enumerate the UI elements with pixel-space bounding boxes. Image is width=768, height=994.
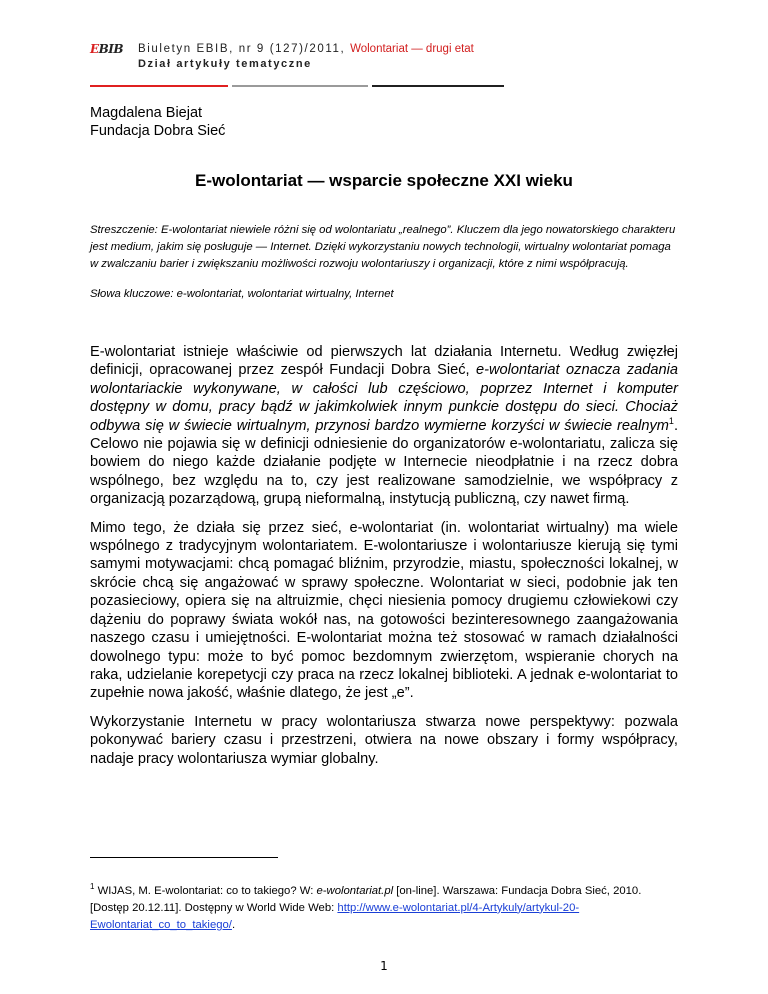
page-number: 1	[380, 959, 388, 973]
footnote-site: e-wolontariat.pl	[316, 884, 394, 897]
footnote: $^1$ WIJAS, M. E-wolontariat: co to takiego? W: e-wolontariat.pl [on-line]. Warszawa: Fundacja Dobra Sieć, 2010. [Dostęp 20.12.11]. Dostępny w World Wide Web: http://www.e-wolontariat.pl/4-Artykuly/artykul-20-Ewolontariat_co_to_takiego/.	[90, 882, 642, 931]
paragraph-3: Wykorzystanie Internetu w pracy wolontariusza stwarza nowe perspektywy: pozwala pokonywać bariery czasu i przestrzeni, otwiera na nowe obszary i formy współpracy, nadaje pracy wolontariusza wymiar globalny.	[90, 713, 678, 767]
header-issue: Biuletyn EBIB, nr 9 (127)/2011,	[138, 43, 346, 55]
paragraph-2: Mimo tego, że działa się przez sieć, e-wolontariat (in. wolontariat wirtualny) ma wiele wspólnego z tradycyjnym wolontariatem. E-wolontariusze i wolontariusze kierują się tymi samymi motywacjami: chcą pomagać bliźnim, przyrodzie, miastu, społeczności lokalnej, w skrócie chcą się angażować w sprawy społeczne. Wolontariat w sieci, podobnie jak ten pozasieciowy, opiera się na altruizmie, chęci niesienia pomocy drugiemu człowiekowi czy dążeniu do poprawy świata wokół nas, na gotowości bezinteresownego zaangażowania naszego czasu i umiejętności. E-wolontariat można też stosować w ramach działalności dowolnego typu: może to być pomoc bezdomnym zwierzętom, wspieranie chorych na raka, udzielanie korepetycji czy praca na rzecz lokalnej biblioteki. A jednak e-wolontariat to zupełnie nowa jakość, właśnie dlatego, że jest „e”.	[90, 519, 678, 702]
header-theme: Wolontariat — drugi etat	[350, 43, 474, 55]
definition-quote: e-wolontariat oznacza zadania wolontariackie wykonywane, w całości lub częściowo, poprzez Internet i komputer dostępny w domu, pracy bądź w jakimkolwiek innym punkcie dostępu do sieci. Chociaż odbywa się w świecie wirtualnym, przynosi bardzo wymierne korzyści w świecie realnym	[90, 362, 678, 434]
article-body	[90, 343, 678, 778]
header-rule-gray	[232, 85, 368, 87]
article-title: E-wolontariat — wsparcie społeczne XXI wieku	[195, 171, 573, 190]
footnote-link[interactable]: http://www.e-wolontariat.pl/4-Artykuly/artykul-20-Ewolontariat_co_to_takiego/	[90, 901, 580, 931]
author-name: Magdalena Biejat	[90, 105, 203, 121]
ebib-logo: EBIB	[90, 42, 124, 56]
abstract: Streszczenie: E-wolontariat niewiele różni się od wolontariatu „realnego”. Kluczem dla jego nowatorskiego charakteru jest medium, jakim się posługuje — Internet. Dzięki wykorzystaniu nowych technologii, wirtualny wolontariat pomaga w zwalczaniu barier i zwiększaniu możliwości rozwoju wolontariuszy i organizacji, które z nimi współpracują.	[90, 224, 676, 270]
footnote-number: 1	[90, 882, 95, 891]
header-rule-dark	[372, 85, 504, 87]
author-affiliation: Fundacja Dobra Sieć	[90, 123, 226, 139]
header-issue-line	[138, 43, 474, 55]
header-rule-red	[90, 85, 228, 87]
author-block	[90, 104, 225, 140]
header-section: Dział artykuły tematyczne	[138, 58, 312, 70]
keywords: Słowa kluczowe: e-wolontariat, wolontariat wirtualny, Internet	[90, 288, 394, 300]
footnote-ref[interactable]: 1	[668, 415, 674, 426]
paragraph-1: E-wolontariat istnieje właściwie od pierwszych lat działania Internetu. Według zwięzłej definicji, opracowanej przez zespół Fundacji Dobra Sieć, e-wolontariat oznacza zadania wolontariackie wykonywane, w całości lub częściowo, poprzez Internet i komputer dostępny w domu, pracy bądź w jakimkolwiek innym punkcie dostępu do sieci. Chociaż odbywa się w świecie wirtualnym, przynosi bardzo wymierne korzyści w świecie realnym$^1$. Celowo nie pojawia się w definicji odniesienie do organizatorów e-wolontariatu, zalicza się bowiem do niego każde działanie podjęte w Internecie nieodpłatnie i na rzecz dobra wspólnego, bez względu na to, czy jest realizowane samodzielnie, we współpracy z organizacją pozarządową, grupą nieformalną, instytucją publiczną, czy nawet firmą.	[90, 344, 678, 508]
footnote-separator	[90, 857, 278, 858]
